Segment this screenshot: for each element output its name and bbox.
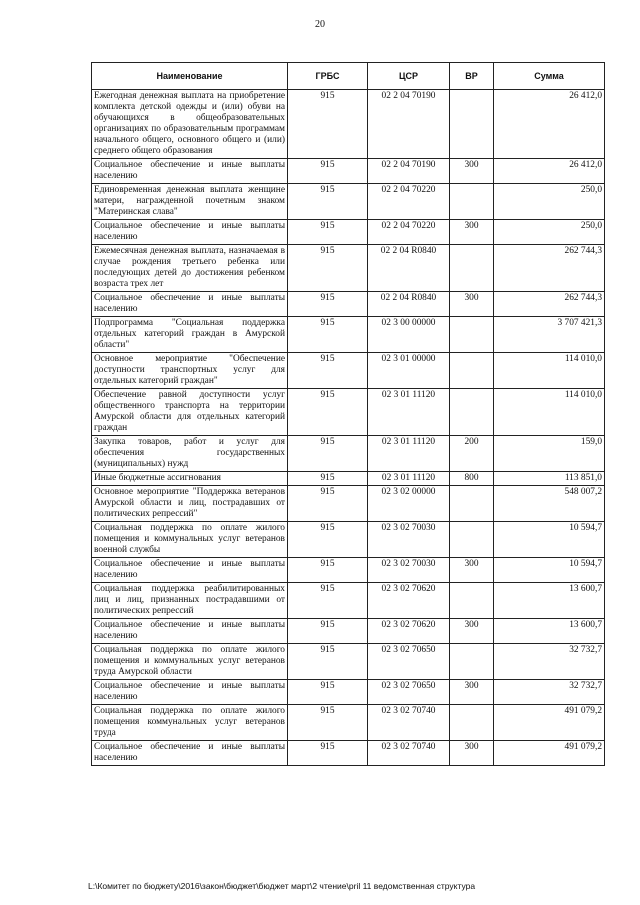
table-row (92, 159, 605, 184)
cell-name: Социальное обеспечение и иные выплаты населению (92, 741, 288, 766)
table-row (92, 90, 605, 159)
cell-vr (450, 389, 494, 436)
table-row (92, 619, 605, 644)
cell-sum: 3 707 421,3 (494, 317, 605, 353)
cell-sum: 13 600,7 (494, 619, 605, 644)
cell-sum: 10 594,7 (494, 522, 605, 558)
cell-vr: 200 (450, 436, 494, 472)
cell-name: Социальное обеспечение и иные выплаты населению (92, 558, 288, 583)
cell-vr: 300 (450, 220, 494, 245)
cell-name: Основное мероприятие "Обеспечение доступности транспортных услуг для отдельных категорий граждан" (92, 353, 288, 389)
cell-vr (450, 705, 494, 741)
table-row (92, 353, 605, 389)
cell-csr: 02 2 04 70220 (368, 184, 450, 220)
cell-name: Социальная поддержка реабилитированных лиц и лиц, признанных пострадавшими от политических репрессий (92, 583, 288, 619)
header-grbs: ГРБС (288, 63, 368, 90)
cell-vr (450, 184, 494, 220)
table-row (92, 292, 605, 317)
table-row (92, 680, 605, 705)
cell-vr (450, 486, 494, 522)
cell-sum: 32 732,7 (494, 680, 605, 705)
cell-csr: 02 3 01 11120 (368, 389, 450, 436)
cell-name: Основное мероприятие "Поддержка ветеранов Амурской области и лиц, пострадавших от политических репрессий" (92, 486, 288, 522)
table-row (92, 472, 605, 486)
cell-name: Ежегодная денежная выплата на приобретение комплекта детской одежды и (или) обуви на обучающихся в общеобразовательных организациях по образовательным программам начального общего, основного общего и (или) среднего общего образования (92, 90, 288, 159)
page-number: 20 (315, 19, 325, 30)
cell-vr (450, 90, 494, 159)
cell-grbs: 915 (288, 184, 368, 220)
cell-vr: 300 (450, 292, 494, 317)
header-csr: ЦСР (368, 63, 450, 90)
cell-csr: 02 3 02 70740 (368, 705, 450, 741)
cell-grbs: 915 (288, 558, 368, 583)
cell-name: Обеспечение равной доступности услуг общественного транспорта на территории Амурской области для отдельных категорий граждан (92, 389, 288, 436)
cell-grbs: 915 (288, 436, 368, 472)
cell-vr (450, 522, 494, 558)
table-row (92, 220, 605, 245)
cell-csr: 02 3 02 70030 (368, 522, 450, 558)
cell-sum: 113 851,0 (494, 472, 605, 486)
cell-sum: 10 594,7 (494, 558, 605, 583)
cell-vr: 300 (450, 619, 494, 644)
cell-sum: 32 732,7 (494, 644, 605, 680)
cell-grbs: 915 (288, 159, 368, 184)
cell-csr: 02 3 02 70740 (368, 741, 450, 766)
cell-csr: 02 3 00 00000 (368, 317, 450, 353)
cell-vr: 300 (450, 558, 494, 583)
cell-grbs: 915 (288, 705, 368, 741)
table-row (92, 741, 605, 766)
header-sum: Сумма (494, 63, 605, 90)
cell-csr: 02 3 02 70620 (368, 583, 450, 619)
table-row (92, 583, 605, 619)
cell-csr: 02 3 02 70650 (368, 644, 450, 680)
cell-grbs: 915 (288, 583, 368, 619)
cell-sum: 491 079,2 (494, 705, 605, 741)
cell-name: Социальная поддержка по оплате жилого помещения и коммунальных услуг ветеранов труда Амурской области (92, 644, 288, 680)
cell-name: Социальное обеспечение и иные выплаты населению (92, 292, 288, 317)
cell-csr: 02 3 02 70620 (368, 619, 450, 644)
cell-name: Социальная поддержка по оплате жилого помещения коммунальных услуг ветеранов труда (92, 705, 288, 741)
table-row (92, 245, 605, 292)
cell-name: Социальное обеспечение и иные выплаты населению (92, 159, 288, 184)
cell-name: Социальная поддержка по оплате жилого помещения и коммунальных услуг ветеранов военной службы (92, 522, 288, 558)
cell-sum: 114 010,0 (494, 389, 605, 436)
cell-sum: 491 079,2 (494, 741, 605, 766)
cell-sum: 13 600,7 (494, 583, 605, 619)
cell-csr: 02 2 04 R0840 (368, 292, 450, 317)
cell-sum: 250,0 (494, 220, 605, 245)
cell-name: Социальное обеспечение и иные выплаты населению (92, 680, 288, 705)
table-row (92, 436, 605, 472)
cell-grbs: 915 (288, 619, 368, 644)
cell-csr: 02 2 04 70220 (368, 220, 450, 245)
table-row (92, 705, 605, 741)
table-row (92, 317, 605, 353)
cell-sum: 548 007,2 (494, 486, 605, 522)
cell-grbs: 915 (288, 644, 368, 680)
cell-name: Социальное обеспечение и иные выплаты населению (92, 619, 288, 644)
cell-vr: 300 (450, 741, 494, 766)
cell-grbs: 915 (288, 245, 368, 292)
cell-sum: 26 412,0 (494, 159, 605, 184)
cell-csr: 02 2 04 70190 (368, 159, 450, 184)
budget-table (91, 62, 605, 766)
file-path-footer: L:\Комитет по бюджету\2016\закон\бюджет\бюджет март\2 чтение\pril 11 ведомственная структура (88, 881, 476, 891)
cell-vr (450, 317, 494, 353)
table-row (92, 389, 605, 436)
cell-grbs: 915 (288, 472, 368, 486)
cell-csr: 02 3 02 70030 (368, 558, 450, 583)
cell-grbs: 915 (288, 353, 368, 389)
cell-sum: 262 744,3 (494, 245, 605, 292)
cell-name: Закупка товаров, работ и услуг для обеспечения государственных (муниципальных) нужд (92, 436, 288, 472)
cell-csr: 02 2 04 70190 (368, 90, 450, 159)
table-row (92, 522, 605, 558)
cell-csr: 02 3 02 00000 (368, 486, 450, 522)
cell-name: Подпрограмма "Социальная поддержка отдельных категорий граждан в Амурской области" (92, 317, 288, 353)
table-row (92, 558, 605, 583)
cell-name: Социальное обеспечение и иные выплаты населению (92, 220, 288, 245)
cell-csr: 02 3 01 11120 (368, 472, 450, 486)
cell-csr: 02 2 04 R0840 (368, 245, 450, 292)
cell-csr: 02 3 01 00000 (368, 353, 450, 389)
cell-name: Единовременная денежная выплата женщине матери, награжденной почетным знаком "Материнская слава" (92, 184, 288, 220)
cell-vr: 300 (450, 159, 494, 184)
cell-sum: 262 744,3 (494, 292, 605, 317)
cell-csr: 02 3 02 70650 (368, 680, 450, 705)
cell-grbs: 915 (288, 317, 368, 353)
cell-grbs: 915 (288, 522, 368, 558)
cell-name: Ежемесячная денежная выплата, назначаемая в случае рождения третьего ребенка или последующих детей до достижения ребенком возраста трех лет (92, 245, 288, 292)
cell-grbs: 915 (288, 680, 368, 705)
cell-sum: 26 412,0 (494, 90, 605, 159)
cell-sum: 250,0 (494, 184, 605, 220)
table-header-row (92, 63, 605, 90)
cell-vr (450, 353, 494, 389)
table-row (92, 486, 605, 522)
cell-csr: 02 3 01 11120 (368, 436, 450, 472)
cell-vr (450, 245, 494, 292)
cell-sum: 114 010,0 (494, 353, 605, 389)
cell-grbs: 915 (288, 90, 368, 159)
table-row (92, 644, 605, 680)
cell-grbs: 915 (288, 741, 368, 766)
cell-name: Иные бюджетные ассигнования (92, 472, 288, 486)
cell-grbs: 915 (288, 292, 368, 317)
cell-grbs: 915 (288, 389, 368, 436)
cell-vr (450, 583, 494, 619)
cell-vr: 300 (450, 680, 494, 705)
cell-vr (450, 644, 494, 680)
header-vr: ВР (450, 63, 494, 90)
cell-grbs: 915 (288, 220, 368, 245)
header-name: Наименование (92, 63, 288, 90)
cell-grbs: 915 (288, 486, 368, 522)
cell-sum: 159,0 (494, 436, 605, 472)
cell-vr: 800 (450, 472, 494, 486)
table-row (92, 184, 605, 220)
